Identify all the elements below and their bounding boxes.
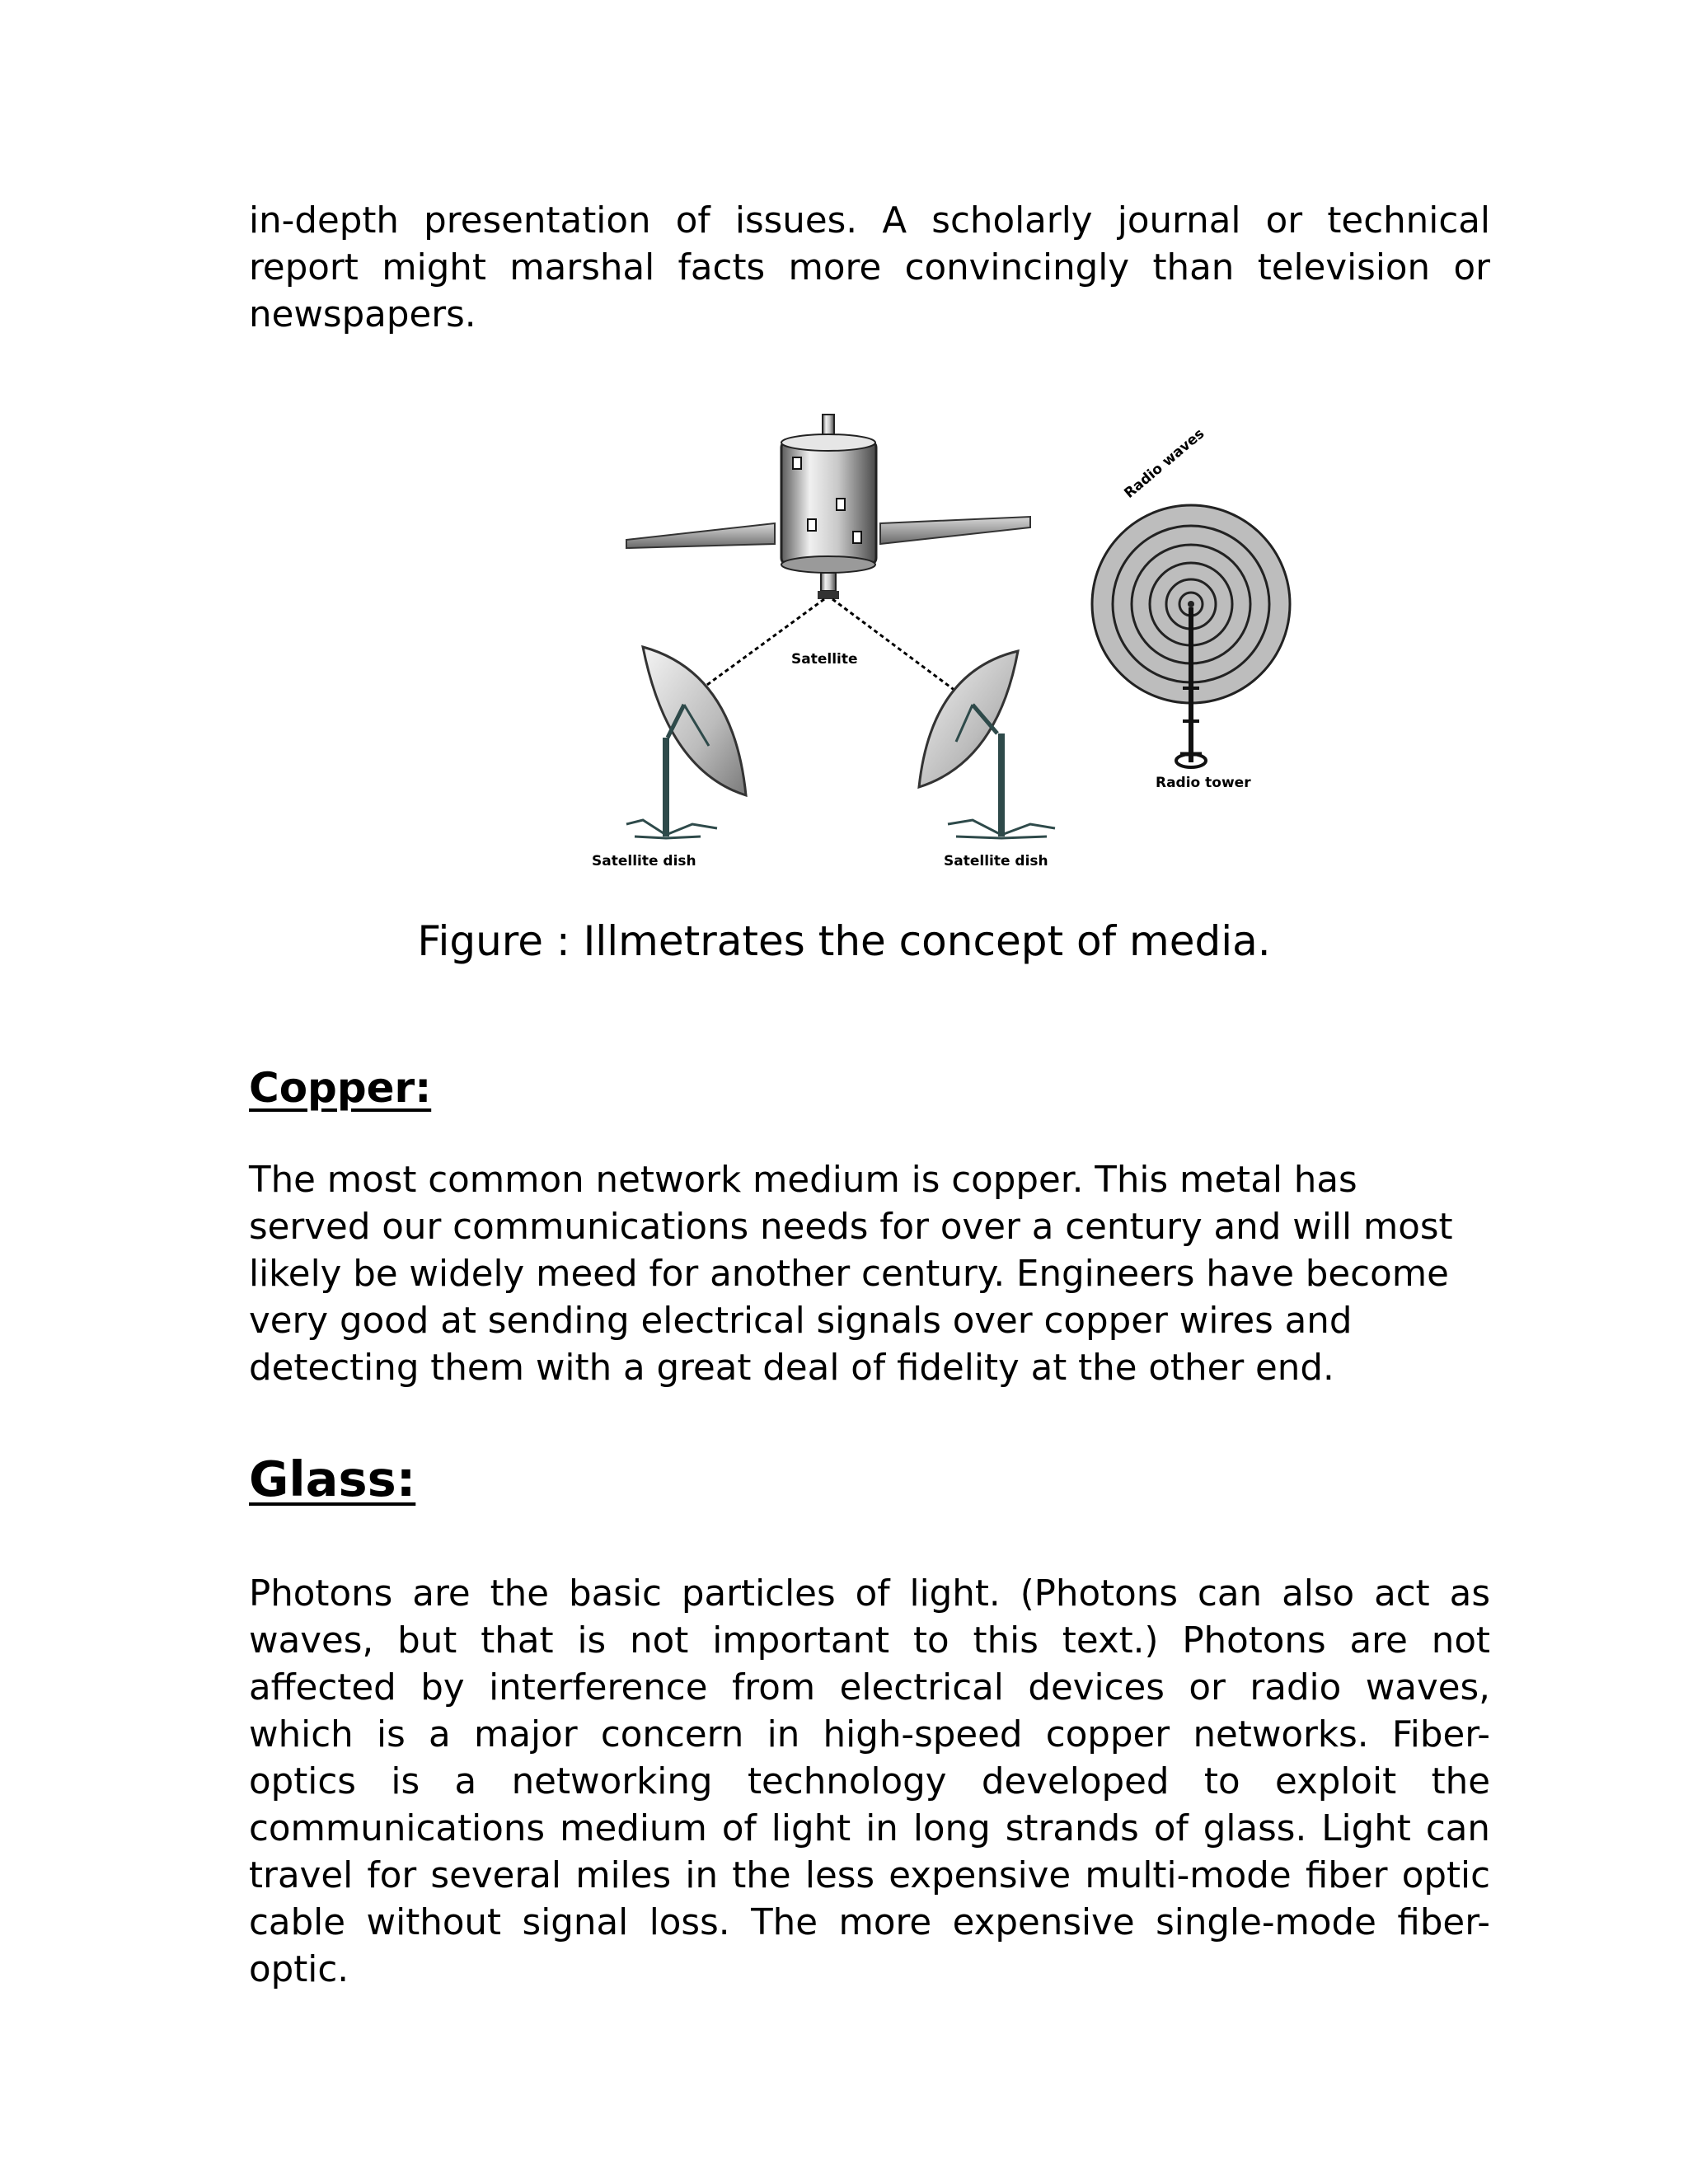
satellite-dish-left-label: Satellite dish	[592, 853, 696, 869]
radio-tower-label: Radio tower	[1156, 775, 1251, 791]
intro-paragraph: in-depth presentation of issues. A scholarly journal or technical report might marshal facts more convincingly than television or newspapers.	[249, 200, 1490, 335]
media-figure	[569, 408, 1311, 886]
copper-paragraph: The most common network medium is copper. This metal has served our communications needs for over a century and will most likely be widely meed for another century. Engineers have become very good at sending electrical signals over copper wires and detecting them with a great deal of fidelity at the other end.	[249, 1160, 1453, 1389]
satellite-dish-right-label: Satellite dish	[944, 853, 1048, 869]
copper-heading: Copper:	[249, 1064, 432, 1112]
radio-waves-label: Radio waves	[1121, 425, 1208, 502]
signal-line-right	[832, 599, 968, 701]
satellite-label: Satellite	[791, 651, 858, 668]
satellite-dish-left-icon	[626, 647, 746, 838]
radio-tower-icon	[1092, 505, 1290, 767]
satellite-icon	[626, 415, 1030, 599]
glass-heading: Glass:	[249, 1451, 416, 1507]
glass-paragraph: Photons are the basic particles of light. (Photons can also act as waves, but that is not important to this text.) Photons are not affected by interference from electrical devices or radio waves, which is a major concern in high-speed copper networks. Fiber-optics is a networking technology developed to exploit the communications medium of light in long strands of glass. Light can travel for several miles in the less expensive multi-mode fiber optic cable without signal loss. The more expensive single-mode fiber-optic.	[249, 1573, 1490, 1990]
figure-caption: Figure : Illmetrates the concept of media.	[417, 917, 1271, 965]
